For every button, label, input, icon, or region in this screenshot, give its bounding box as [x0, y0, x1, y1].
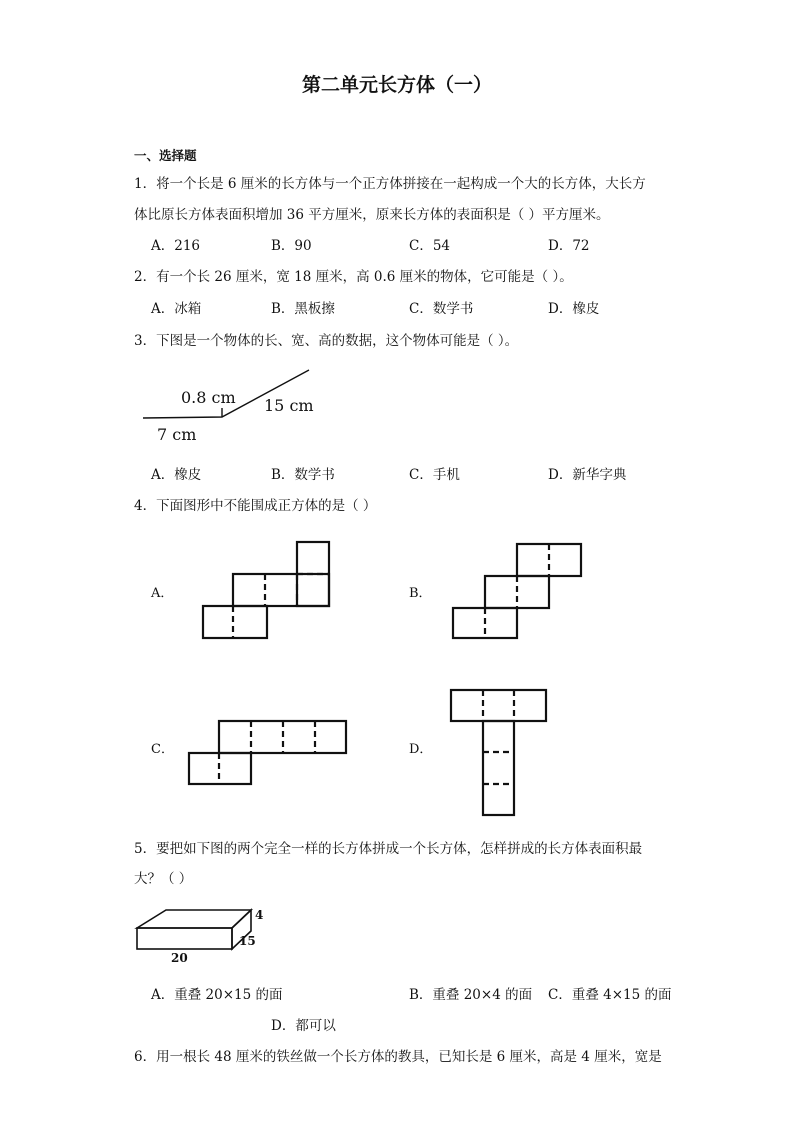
q5-option-d[interactable]: D．都可以: [271, 1018, 336, 1034]
q5-line2: 大？（ ）: [134, 871, 193, 887]
q1-option-d[interactable]: D．72: [548, 238, 590, 254]
q5-option-a[interactable]: A．重叠 20×15 的面: [151, 987, 283, 1003]
q2-option-a[interactable]: A．冰箱: [151, 301, 202, 317]
q3-option-d[interactable]: D．新华字典: [548, 467, 627, 483]
page-title: 第二单元长方体（一）: [301, 74, 492, 96]
q3-option-c[interactable]: C．手机: [409, 467, 460, 483]
q4-label-c[interactable]: C．: [151, 742, 174, 757]
q6-line1: 6．用一根长 48 厘米的铁丝做一个长方体的教具，已知长是 6 厘米，高是 4 厘米，宽是: [134, 1049, 662, 1065]
q1-option-a[interactable]: A．216: [151, 238, 201, 254]
q4-label-d[interactable]: D．: [409, 742, 433, 757]
q5-label-length: 20: [171, 951, 188, 965]
q2-option-c[interactable]: C．数学书: [409, 301, 474, 317]
q5-line1: 5．要把如下图的两个完全一样的长方体拼成一个长方体，怎样拼成的长方体表面积最: [134, 841, 643, 857]
q5-option-b[interactable]: B．重叠 20×4 的面: [409, 987, 533, 1003]
q2-line1: 2．有一个长 26 厘米，宽 18 厘米，高 0.6 厘米的物体，它可能是（ ）。: [134, 269, 573, 285]
q4-label-b[interactable]: B．: [409, 586, 432, 601]
q1-option-c[interactable]: C．54: [409, 238, 451, 254]
q3-label-length: 15 cm: [264, 396, 314, 415]
q2-option-d[interactable]: D．橡皮: [548, 301, 600, 317]
q3-label-width: 7 cm: [157, 425, 197, 444]
q1-line2: 体比原长方体表面积增加 36 平方厘米，原来长方体的表面积是（ ）平方厘米。: [134, 207, 610, 223]
q1-option-b[interactable]: B．90: [271, 238, 312, 254]
q5-label-width: 15: [239, 934, 256, 948]
q3-line1: 3．下图是一个物体的长、宽、高的数据，这个物体可能是（ ）。: [134, 333, 519, 349]
q2-option-b[interactable]: B．黑板擦: [271, 301, 335, 317]
q5-option-c[interactable]: C．重叠 4×15 的面: [548, 987, 672, 1003]
q3-option-a[interactable]: A．橡皮: [151, 467, 202, 483]
q3-label-height: 0.8 cm: [181, 388, 236, 407]
q3-option-b[interactable]: B．数学书: [271, 467, 335, 483]
q5-label-height: 4: [255, 908, 264, 922]
section-heading: 一、选择题: [134, 148, 197, 163]
q1-line1: 1．将一个长是 6 厘米的长方体与一个正方体拼接在一起构成一个大的长方体，大长方: [134, 176, 646, 192]
q4-label-a[interactable]: A．: [151, 586, 174, 601]
q4-line1: 4．下面图形中不能围成正方体的是（ ）: [134, 498, 377, 514]
